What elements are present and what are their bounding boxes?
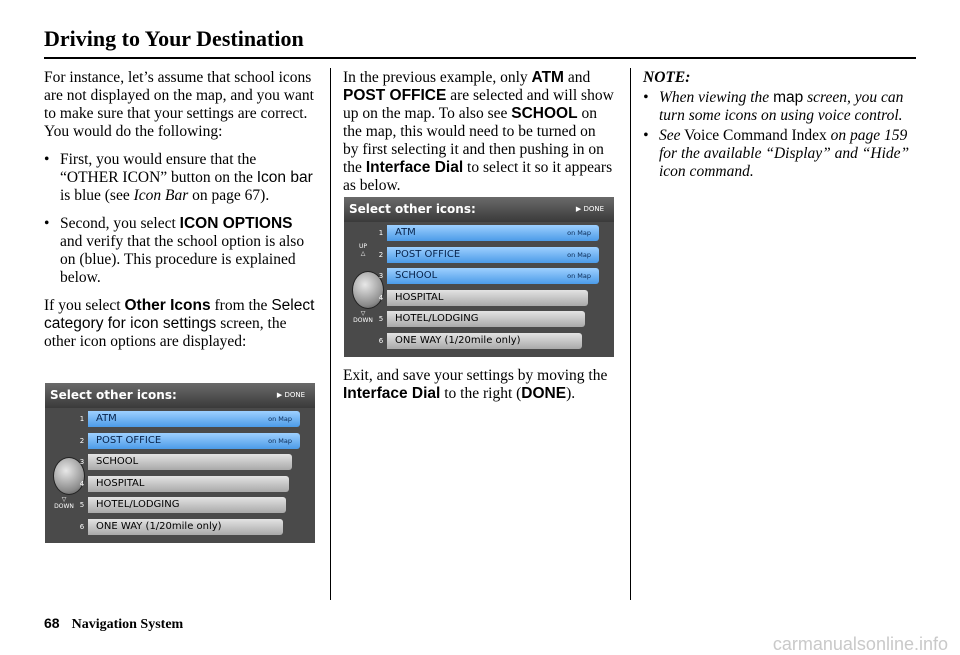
col2-para-1: In the previous example, only ATM and POST OFFICE are selected and will show up on the map. To also see SCHOOL on the map, this would need to be turned on by first selecting it and then pushing in on the Interface Dial to select it so it appears as below.: [343, 69, 614, 194]
icon-option-label: HOSPITAL: [96, 477, 145, 489]
term-icon-bar: Icon bar: [256, 169, 313, 186]
done-arrow-icon: ▶: [575, 205, 584, 213]
icon-option-label: SCHOOL: [395, 270, 438, 281]
on-map-badge: on Map: [567, 272, 591, 280]
column-2: [343, 69, 615, 205]
icon-option-label: ATM: [395, 227, 416, 238]
page-title: Driving to Your Destination: [44, 26, 304, 51]
down-indicator: ▽ DOWN: [353, 310, 373, 324]
item-number: 1: [378, 229, 384, 237]
item-number: 3: [79, 458, 85, 466]
note-1: • When viewing the map screen, you can turn some icons on using voice control.: [643, 89, 904, 124]
icon-option-label: HOTEL/LODGING: [96, 499, 180, 510]
icon-option-label: POST OFFICE: [96, 434, 162, 446]
icon-option-row[interactable]: [88, 411, 300, 427]
bullet-1: • First, you would ensure that the “OTHER ICON” button on the Icon bar is blue (see Icon Bar on page 67).: [44, 151, 313, 204]
up-indicator: UP △: [358, 243, 367, 257]
column-3-notes: [643, 69, 918, 191]
icon-option-row[interactable]: [88, 519, 283, 535]
icon-option-label: SCHOOL: [96, 456, 139, 467]
done-button[interactable]: ▶ DONE: [575, 205, 604, 213]
icon-option-label: ONE WAY (1/20mile only): [96, 520, 222, 532]
icon-option-label: POST OFFICE: [395, 248, 461, 260]
on-map-badge: on Map: [268, 436, 292, 445]
down-arrow-icon: ▽: [61, 496, 67, 503]
item-number: 4: [378, 293, 384, 302]
item-number: 4: [79, 479, 85, 488]
title-rule: [44, 57, 916, 59]
item-number: 3: [378, 272, 384, 280]
column-divider-2: [630, 68, 631, 600]
page-footer: [44, 615, 183, 633]
item-number: 5: [79, 501, 85, 509]
down-arrow-icon: ▽: [360, 310, 366, 317]
screen-title: Select other icons:: [349, 202, 476, 216]
note-2: • See Voice Command Index on page 159 for the available “Display” and “Hide” icon command.: [643, 127, 910, 180]
on-map-badge: on Map: [567, 250, 591, 259]
screen-title: Select other icons:: [50, 388, 177, 402]
icon-option-row[interactable]: [88, 476, 289, 492]
bullet-2: • Second, you select ICON OPTIONS and verify that the school option is also on (blue). This procedure is explained below.: [44, 215, 305, 286]
column-1: [44, 69, 318, 361]
page-number: 68: [44, 615, 60, 631]
col2-para-2: Exit, and save your settings by moving the Interface Dial to the right (DONE).: [343, 367, 608, 402]
icon-option-row[interactable]: [88, 497, 286, 513]
watermark: carmanualsonline.info: [772, 634, 948, 654]
item-number: 2: [79, 436, 85, 445]
icon-option-row[interactable]: [88, 433, 300, 449]
icon-option-label: HOTEL/LODGING: [395, 313, 479, 324]
note-heading: NOTE:: [643, 69, 691, 86]
item-number: 6: [378, 336, 384, 345]
icon-option-row[interactable]: [387, 333, 582, 349]
icon-option-row[interactable]: [88, 454, 292, 470]
col1-intro: For instance, let’s assume that school icons are not displayed on the map, and you want to make sure that your settings are correct. You would do the following:: [44, 69, 314, 140]
icon-option-row[interactable]: [387, 311, 585, 327]
up-arrow-icon: △: [360, 250, 366, 257]
icon-option-row[interactable]: [387, 268, 599, 284]
screen-select-other-icons-after: [344, 197, 614, 357]
term-other-icons: Other Icons: [124, 297, 211, 314]
done-button[interactable]: ▶ DONE: [276, 391, 305, 399]
icon-option-row[interactable]: [387, 290, 588, 306]
icon-option-label: ONE WAY (1/20mile only): [395, 334, 521, 346]
col1-para-2: If you select Other Icons from the Select category for icon settings screen, the other icon options are displayed:: [44, 297, 315, 350]
screen-select-other-icons-before: [45, 383, 315, 543]
item-number: 2: [378, 250, 384, 259]
item-number: 6: [79, 522, 85, 531]
footer-section: Navigation System: [71, 617, 184, 632]
item-number: 1: [79, 415, 85, 423]
icon-option-row[interactable]: [387, 225, 599, 241]
on-map-badge: on Map: [268, 415, 292, 423]
icon-option-label: ATM: [96, 413, 117, 424]
on-map-badge: on Map: [567, 229, 591, 237]
item-number: 5: [378, 315, 384, 323]
term-icon-options: ICON OPTIONS: [179, 215, 293, 232]
icon-option-row[interactable]: [387, 247, 599, 263]
ref-icon-bar: Icon Bar: [133, 187, 189, 204]
column-2-lower: [343, 367, 615, 413]
column-divider-1: [330, 68, 331, 600]
icon-option-label: HOSPITAL: [395, 291, 444, 303]
term-select-category: Select category for icon settings: [44, 297, 315, 332]
done-arrow-icon: ▶: [276, 391, 285, 399]
down-indicator: ▽ DOWN: [54, 496, 74, 510]
